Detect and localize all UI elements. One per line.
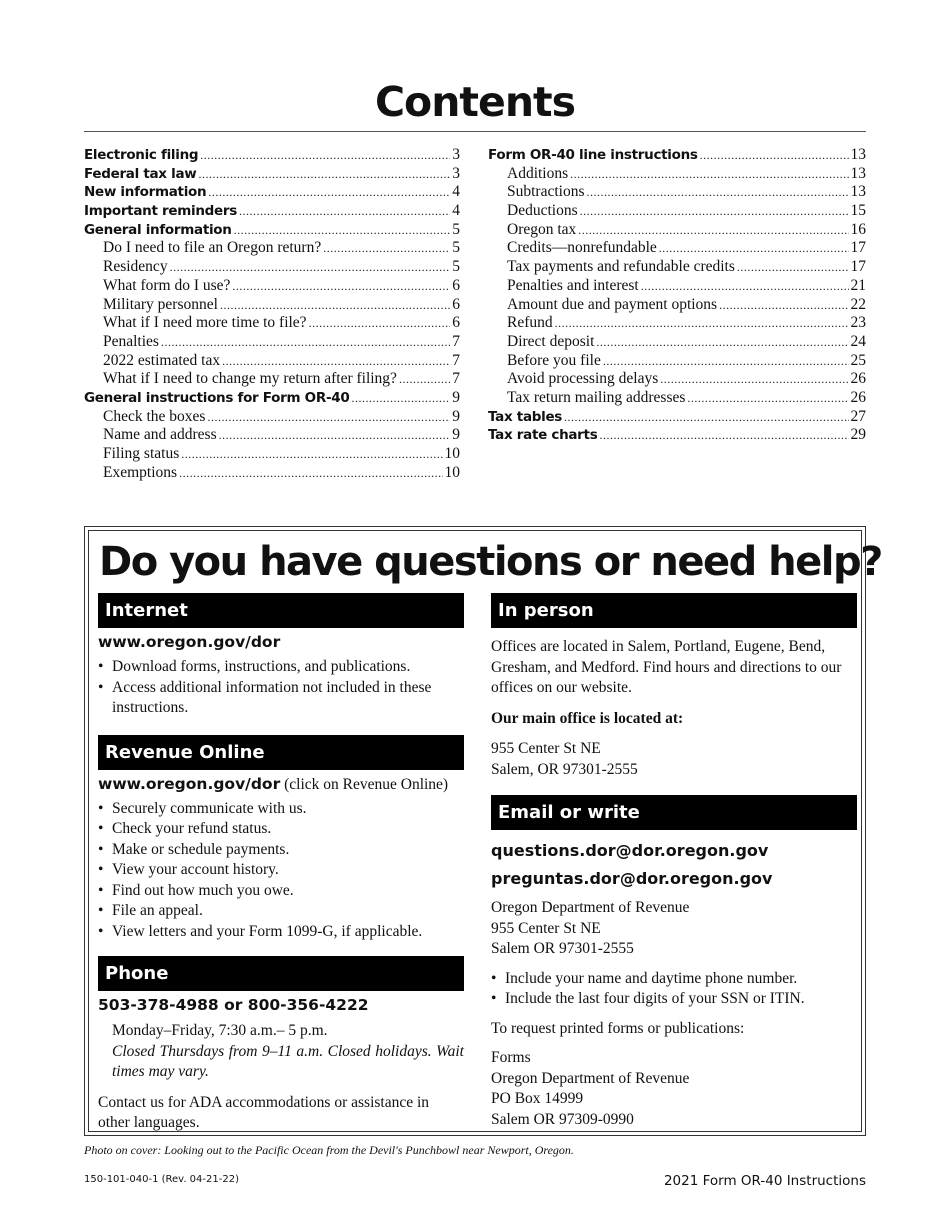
toc-leader-dots <box>208 183 450 202</box>
toc-entry-label: Direct deposit <box>507 332 595 350</box>
in-person-text: Offices are located in Salem, Portland, Eugene, Bend, Gresham, and Medford. Find hours and directions to our offices on our website. <box>491 638 842 696</box>
photo-caption: Photo on cover: Looking out to the Pacific Ocean from the Devil's Punchbowl near Newport, Oregon. <box>84 1143 574 1157</box>
toc-entry-page: 3 <box>452 164 460 182</box>
toc-entry[interactable] <box>488 146 866 165</box>
mail-address-line3: Salem OR 97301-2555 <box>491 940 634 957</box>
help-heading: Do you have questions or need help? <box>99 539 882 585</box>
toc-entry-page: 23 <box>850 314 866 332</box>
toc-entry-page: 7 <box>452 332 460 350</box>
list-item: • Download forms, instructions, and publications. <box>98 657 464 678</box>
toc-entry[interactable] <box>488 277 866 296</box>
phone-closed-note: Closed Thursdays from 9–11 a.m. Closed holidays. Wait times may vary. <box>112 1042 464 1080</box>
toc-entry-page: 5 <box>452 258 460 276</box>
toc-entry-page: 13 <box>850 164 866 182</box>
toc-leader-dots <box>578 221 848 240</box>
form-title: 2021 Form OR-40 Instructions <box>663 1173 866 1189</box>
forms-address-line4: Salem OR 97309-0990 <box>491 1110 634 1128</box>
toc-entry-label: Name and address <box>103 426 217 444</box>
toc-entry-label: Credits—nonrefundable <box>507 239 657 257</box>
toc-entry-label: 2022 estimated tax <box>103 351 221 369</box>
toc-leader-dots <box>219 426 451 445</box>
toc-leader-dots <box>700 146 849 165</box>
toc-entry-label: Form OR-40 line instructions <box>488 147 698 163</box>
toc-entry-label: Subtractions <box>507 183 585 201</box>
phone-section-title: Phone <box>98 956 464 991</box>
toc-entry-page: 26 <box>850 370 866 388</box>
toc-leader-dots <box>351 389 450 408</box>
toc-leader-dots <box>234 221 451 240</box>
toc-leader-dots <box>687 389 848 408</box>
toc-entry-page: 9 <box>452 388 460 406</box>
list-item: • Make or schedule payments. <box>98 840 464 861</box>
toc-entry-page: 27 <box>850 407 866 425</box>
toc-leader-dots <box>323 239 450 258</box>
toc-entry-label: Deductions <box>507 202 578 220</box>
toc-entry-label: General information <box>84 221 232 238</box>
toc-entry-label: Do I need to file an Oregon return? <box>103 239 322 257</box>
toc-entry-page: 16 <box>850 220 866 238</box>
toc-leader-dots <box>641 277 849 296</box>
toc-entry[interactable] <box>488 352 866 371</box>
toc-leader-dots <box>570 165 848 184</box>
toc-leader-dots <box>587 183 849 202</box>
toc-leader-dots <box>239 202 450 221</box>
toc-entry[interactable] <box>84 333 460 352</box>
toc-entry-label: General instructions for Form OR-40 <box>84 389 350 406</box>
main-office-address-line2: Salem, OR 97301-2555 <box>491 760 638 778</box>
main-office-label: Our main office is located at: <box>491 709 684 727</box>
toc-leader-dots <box>737 258 849 277</box>
toc-leader-dots <box>232 277 450 296</box>
toc-entry[interactable] <box>84 352 460 371</box>
toc-entry[interactable] <box>488 426 866 445</box>
toc-leader-dots <box>207 408 450 427</box>
toc-entry[interactable] <box>488 408 866 427</box>
toc-entry-page: 24 <box>850 332 866 350</box>
list-item: • Check your refund status. <box>98 819 464 840</box>
toc-entry-label: Additions <box>507 164 569 182</box>
toc-entry-label: Penalties <box>103 332 159 350</box>
toc-entry[interactable] <box>84 370 460 389</box>
toc-entry[interactable] <box>488 258 866 277</box>
toc-entry-label: What if I need to change my return after filing? <box>103 370 397 388</box>
toc-entry-label: What if I need more time to file? <box>103 314 307 332</box>
toc-entry-page: 13 <box>850 146 866 163</box>
toc-entry-page: 15 <box>850 202 866 220</box>
toc-leader-dots <box>200 146 450 165</box>
toc-leader-dots <box>719 296 848 315</box>
form-number: 150-101-040-1 (Rev. 04-21-22) <box>84 1174 239 1185</box>
forms-address-line2: Oregon Department of Revenue <box>491 1069 690 1087</box>
toc-entry-label: Oregon tax <box>507 220 577 238</box>
toc-entry-label: Exemptions <box>103 463 178 481</box>
mail-address-line2: 955 Center St NE <box>491 919 601 937</box>
toc-leader-dots <box>555 314 849 333</box>
list-item: • Access additional information not included in these instructions. <box>98 678 464 719</box>
mail-address-line1: Oregon Department of Revenue <box>491 899 690 916</box>
toc-entry[interactable] <box>84 445 460 464</box>
toc-entry-label: Check the boxes <box>103 407 206 425</box>
revenue-online-url-link[interactable]: www.oregon.gov/dor <box>98 774 281 793</box>
phone-numbers: 503-378-4988 or 800-356-4222 <box>98 996 369 1014</box>
toc-entry[interactable] <box>84 202 460 221</box>
toc-entry-page: 22 <box>850 295 866 313</box>
email-section-title: Email or write <box>491 795 857 830</box>
toc-entry-page: 17 <box>850 239 866 257</box>
toc-right-column <box>488 146 866 445</box>
list-item: • View your account history. <box>98 860 464 881</box>
toc-entry[interactable] <box>84 183 460 202</box>
toc-entry[interactable] <box>84 426 460 445</box>
toc-entry-page: 5 <box>452 220 460 238</box>
forms-address-line1: Forms <box>491 1049 531 1066</box>
toc-entry-label: New information <box>84 184 207 201</box>
forms-address-line3: PO Box 14999 <box>491 1090 584 1107</box>
phone-hours: Monday–Friday, 7:30 a.m.– 5 p.m. <box>112 1022 328 1039</box>
toc-leader-dots <box>660 370 848 389</box>
toc-entry[interactable] <box>488 296 866 315</box>
internet-bullets <box>98 657 464 719</box>
toc-entry[interactable] <box>84 389 460 408</box>
toc-entry-label: Penalties and interest <box>507 276 639 294</box>
toc-entry[interactable] <box>84 277 460 296</box>
toc-leader-dots <box>564 408 848 427</box>
toc-entry-label: Tax return mailing addresses <box>507 388 686 406</box>
toc-entry-page: 17 <box>850 258 866 276</box>
toc-entry[interactable] <box>84 146 460 165</box>
toc-leader-dots <box>599 426 848 445</box>
main-office-address-line1: 955 Center St NE <box>491 740 601 757</box>
toc-left-column <box>84 146 460 482</box>
toc-entry[interactable] <box>488 370 866 389</box>
toc-entry-page: 25 <box>850 351 866 369</box>
toc-entry-page: 10 <box>444 463 460 481</box>
list-item: • Include your name and daytime phone number. <box>491 969 857 990</box>
toc-entry[interactable] <box>488 202 866 221</box>
toc-entry[interactable] <box>84 296 460 315</box>
toc-entry[interactable] <box>84 408 460 427</box>
toc-entry-page: 26 <box>850 388 866 406</box>
toc-entry-page: 29 <box>850 426 866 444</box>
help-right-column <box>491 593 857 1130</box>
toc-entry-page: 5 <box>452 239 460 257</box>
toc-entry-page: 13 <box>850 183 866 201</box>
toc-leader-dots <box>603 352 849 371</box>
toc-entry[interactable] <box>84 464 460 483</box>
help-box-inner-border <box>88 530 882 1132</box>
toc-entry-label: Military personnel <box>103 295 218 313</box>
toc-entry-label: Refund <box>507 314 553 332</box>
toc-entry-page: 6 <box>452 295 460 313</box>
toc-leader-dots <box>659 239 849 258</box>
toc-entry-page: 21 <box>850 276 866 294</box>
toc-leader-dots <box>399 370 450 389</box>
toc-entry-label: Tax payments and refundable credits <box>507 258 735 276</box>
toc-entry[interactable] <box>84 239 460 258</box>
toc-entry-page: 7 <box>452 370 460 388</box>
email-link-questions[interactable]: questions.dor@dor.oregon.gov <box>491 841 769 860</box>
email-bullets <box>491 969 857 1010</box>
toc-leader-dots <box>580 202 849 221</box>
toc-entry-label: Tax tables <box>488 408 563 425</box>
internet-section-title: Internet <box>98 593 464 628</box>
toc-entry-label: Important reminders <box>84 203 237 220</box>
toc-entry-page: 3 <box>452 146 460 163</box>
toc-leader-dots <box>181 445 442 464</box>
revenue-online-section-title: Revenue Online <box>98 735 464 770</box>
toc-entry[interactable] <box>488 389 866 408</box>
toc-entry-page: 4 <box>452 183 460 201</box>
toc-entry-page: 9 <box>452 407 460 425</box>
toc-leader-dots <box>198 165 450 184</box>
list-item: • Find out how much you owe. <box>98 881 464 902</box>
list-item: • Include the last four digits of your SSN or ITIN. <box>491 989 857 1010</box>
page-title: Contents <box>374 78 576 126</box>
revenue-online-url-line <box>98 774 464 795</box>
list-item: • View letters and your Form 1099-G, if applicable. <box>98 922 464 943</box>
toc-entry-label: Filing status <box>103 445 180 462</box>
toc-leader-dots <box>309 314 451 333</box>
toc-entry-label: Federal tax law <box>84 165 197 182</box>
list-item: • Securely communicate with us. <box>98 799 464 820</box>
email-link-preguntas[interactable]: preguntas.dor@dor.oregon.gov <box>491 869 773 888</box>
toc-entry-label: Electronic filing <box>84 147 199 163</box>
toc-entry[interactable] <box>488 333 866 352</box>
toc-entry[interactable] <box>488 165 866 184</box>
toc-entry-label: Tax rate charts <box>488 427 598 444</box>
toc-leader-dots <box>161 333 450 352</box>
toc-entry-page: 6 <box>452 276 460 294</box>
toc-entry[interactable] <box>488 314 866 333</box>
toc-entry-page: 9 <box>452 426 460 444</box>
in-person-section-title: In person <box>491 593 857 628</box>
toc-entry[interactable] <box>488 221 866 240</box>
toc-entry-page: 4 <box>452 202 460 220</box>
revenue-online-bullets <box>98 799 464 943</box>
toc-entry[interactable] <box>84 221 460 240</box>
internet-url-link[interactable]: www.oregon.gov/dor <box>98 633 281 651</box>
help-box <box>84 526 882 1136</box>
toc-leader-dots <box>170 258 451 277</box>
ada-note: Contact us for ADA accommodations or assistance in other languages. <box>98 1093 430 1131</box>
toc-leader-dots <box>596 333 848 352</box>
toc-entry[interactable] <box>488 239 866 258</box>
toc-leader-dots <box>220 296 450 315</box>
toc-entry-page: 10 <box>444 445 460 462</box>
toc-entry-label: Residency <box>103 258 168 276</box>
toc-entry[interactable] <box>84 314 460 333</box>
toc-entry-label: Avoid processing delays <box>507 370 659 388</box>
revenue-online-url-note: (click on Revenue Online) <box>284 775 449 793</box>
toc-entry[interactable] <box>84 165 460 184</box>
toc-leader-dots <box>222 352 450 371</box>
toc-entry-label: Before you file <box>507 351 601 369</box>
toc-entry-label: What form do I use? <box>103 276 231 294</box>
help-left-column <box>98 593 464 1134</box>
toc-entry[interactable] <box>84 258 460 277</box>
toc-entry-page: 7 <box>452 351 460 369</box>
toc-entry[interactable] <box>488 183 866 202</box>
list-item: • File an appeal. <box>98 901 464 922</box>
title-divider <box>84 131 866 132</box>
toc-entry-label: Amount due and payment options <box>507 295 718 313</box>
toc-entry-page: 6 <box>452 314 460 332</box>
forms-request-text: To request printed forms or publications: <box>491 1019 745 1037</box>
toc-leader-dots <box>179 464 442 483</box>
